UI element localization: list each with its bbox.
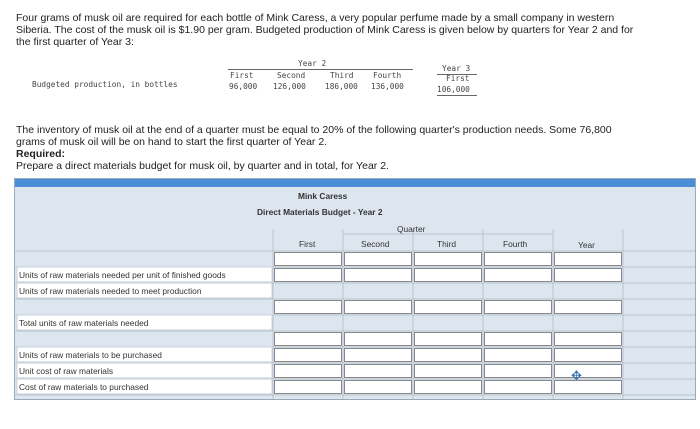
input-cell-r1-year[interactable]: [554, 252, 622, 266]
required-text: Prepare a direct materials budget for musk oil, by quarter and in total, for Year 2.: [16, 160, 389, 172]
input-cell-r1-first[interactable]: [274, 252, 342, 266]
input-cell-r1-fourth[interactable]: [484, 252, 552, 266]
row-label-unit-cost: Unit cost of raw materials: [19, 366, 114, 376]
input-cell-r1-second[interactable]: [344, 252, 412, 266]
intro-line-3: the first quarter of Year 3:: [16, 36, 134, 48]
input-cell-r1-third[interactable]: [414, 252, 482, 266]
input-cell-r6-first[interactable]: [274, 364, 342, 378]
input-cell-r5-first[interactable]: [274, 348, 342, 362]
input-cell-r5-third[interactable]: [414, 348, 482, 362]
input-cell-r6-year[interactable]: [554, 364, 622, 378]
required-label: Required:: [16, 148, 66, 160]
year3-value: 106,000: [437, 85, 470, 94]
input-cell-r6-third[interactable]: [414, 364, 482, 378]
row-label-units-per-unit: Units of raw materials needed per unit of finished goods: [19, 270, 226, 280]
budget-company-name: Mink Caress: [298, 191, 348, 201]
input-cell-r6-fourth[interactable]: [484, 364, 552, 378]
input-cell-r2-fourth[interactable]: [484, 268, 552, 282]
year2-header: Year 2: [298, 59, 327, 68]
budget-title: Direct Materials Budget - Year 2: [257, 207, 383, 217]
row-label-units-for-production: Units of raw materials needed to meet production: [19, 286, 202, 296]
quarter-second: Second: [277, 71, 306, 80]
quarter-third: Third: [330, 71, 354, 80]
input-cell-r3-year[interactable]: [554, 300, 622, 314]
value-first: 96,000: [229, 82, 258, 91]
intro-line-2: Siberia. The cost of the musk oil is $1.90 per gram. Budgeted production of Mink Caress is given below by quarters for Year 2 and for: [16, 24, 634, 36]
row-label-total-units-needed: Total units of raw materials needed: [19, 318, 149, 328]
intro-line-1: Four grams of musk oil are required for each bottle of Mink Caress, a very popular perfume made by a small company in western: [16, 12, 615, 24]
column-first: First: [299, 239, 316, 249]
production-row-label: Budgeted production, in bottles: [32, 80, 178, 89]
budget-worksheet: [14, 178, 696, 400]
input-cell-r5-fourth[interactable]: [484, 348, 552, 362]
input-cell-r4-fourth[interactable]: [484, 332, 552, 346]
year2-rule: [228, 69, 413, 70]
input-cell-r3-first[interactable]: [274, 300, 342, 314]
input-cell-r3-second[interactable]: [344, 300, 412, 314]
input-cell-r2-first[interactable]: [274, 268, 342, 282]
input-cell-r7-year[interactable]: [554, 380, 622, 394]
year3-bottom-rule: [437, 95, 477, 96]
column-third: Third: [437, 239, 457, 249]
input-cell-r5-second[interactable]: [344, 348, 412, 362]
input-cell-r4-third[interactable]: [414, 332, 482, 346]
input-cell-r7-third[interactable]: [414, 380, 482, 394]
year3-quarter-first: First: [446, 74, 470, 83]
input-cell-r2-second[interactable]: [344, 268, 412, 282]
input-cell-r7-fourth[interactable]: [484, 380, 552, 394]
input-cell-r2-year[interactable]: [554, 268, 622, 282]
input-cell-r4-year[interactable]: [554, 332, 622, 346]
quarter-fourth: Fourth: [373, 71, 402, 80]
column-second: Second: [361, 239, 390, 249]
inventory-paragraph: [16, 124, 612, 172]
input-cell-r7-second[interactable]: [344, 380, 412, 394]
input-cell-r3-third[interactable]: [414, 300, 482, 314]
inventory-line-1: The inventory of musk oil at the end of a quarter must be equal to 20% of the following quarter's production needs. Some 76,800: [16, 124, 612, 136]
row-label-cost-to-purchase: Cost of raw materials to purchased: [19, 382, 149, 392]
column-fourth: Fourth: [503, 239, 528, 249]
column-year: Year: [578, 240, 595, 250]
intro-paragraph: [16, 12, 633, 48]
input-cell-r4-first[interactable]: [274, 332, 342, 346]
input-cell-r5-year[interactable]: [554, 348, 622, 362]
input-cell-r2-third[interactable]: [414, 268, 482, 282]
add-row-plus-icon[interactable]: ✥: [571, 368, 582, 383]
input-cell-r3-fourth[interactable]: [484, 300, 552, 314]
input-cell-r6-second[interactable]: [344, 364, 412, 378]
quarter-first: First: [230, 71, 254, 80]
row-label-units-to-purchase: Units of raw materials to be purchased: [19, 350, 162, 360]
value-fourth: 136,000: [371, 82, 404, 91]
input-cell-r7-first[interactable]: [274, 380, 342, 394]
value-second: 126,000: [273, 82, 306, 91]
quarter-label: Quarter: [397, 224, 426, 234]
value-third: 186,000: [325, 82, 358, 91]
input-cell-r4-second[interactable]: [344, 332, 412, 346]
inventory-line-2: grams of musk oil will be on hand to start the first quarter of Year 2.: [16, 136, 328, 148]
year3-header: Year 3: [442, 64, 471, 73]
